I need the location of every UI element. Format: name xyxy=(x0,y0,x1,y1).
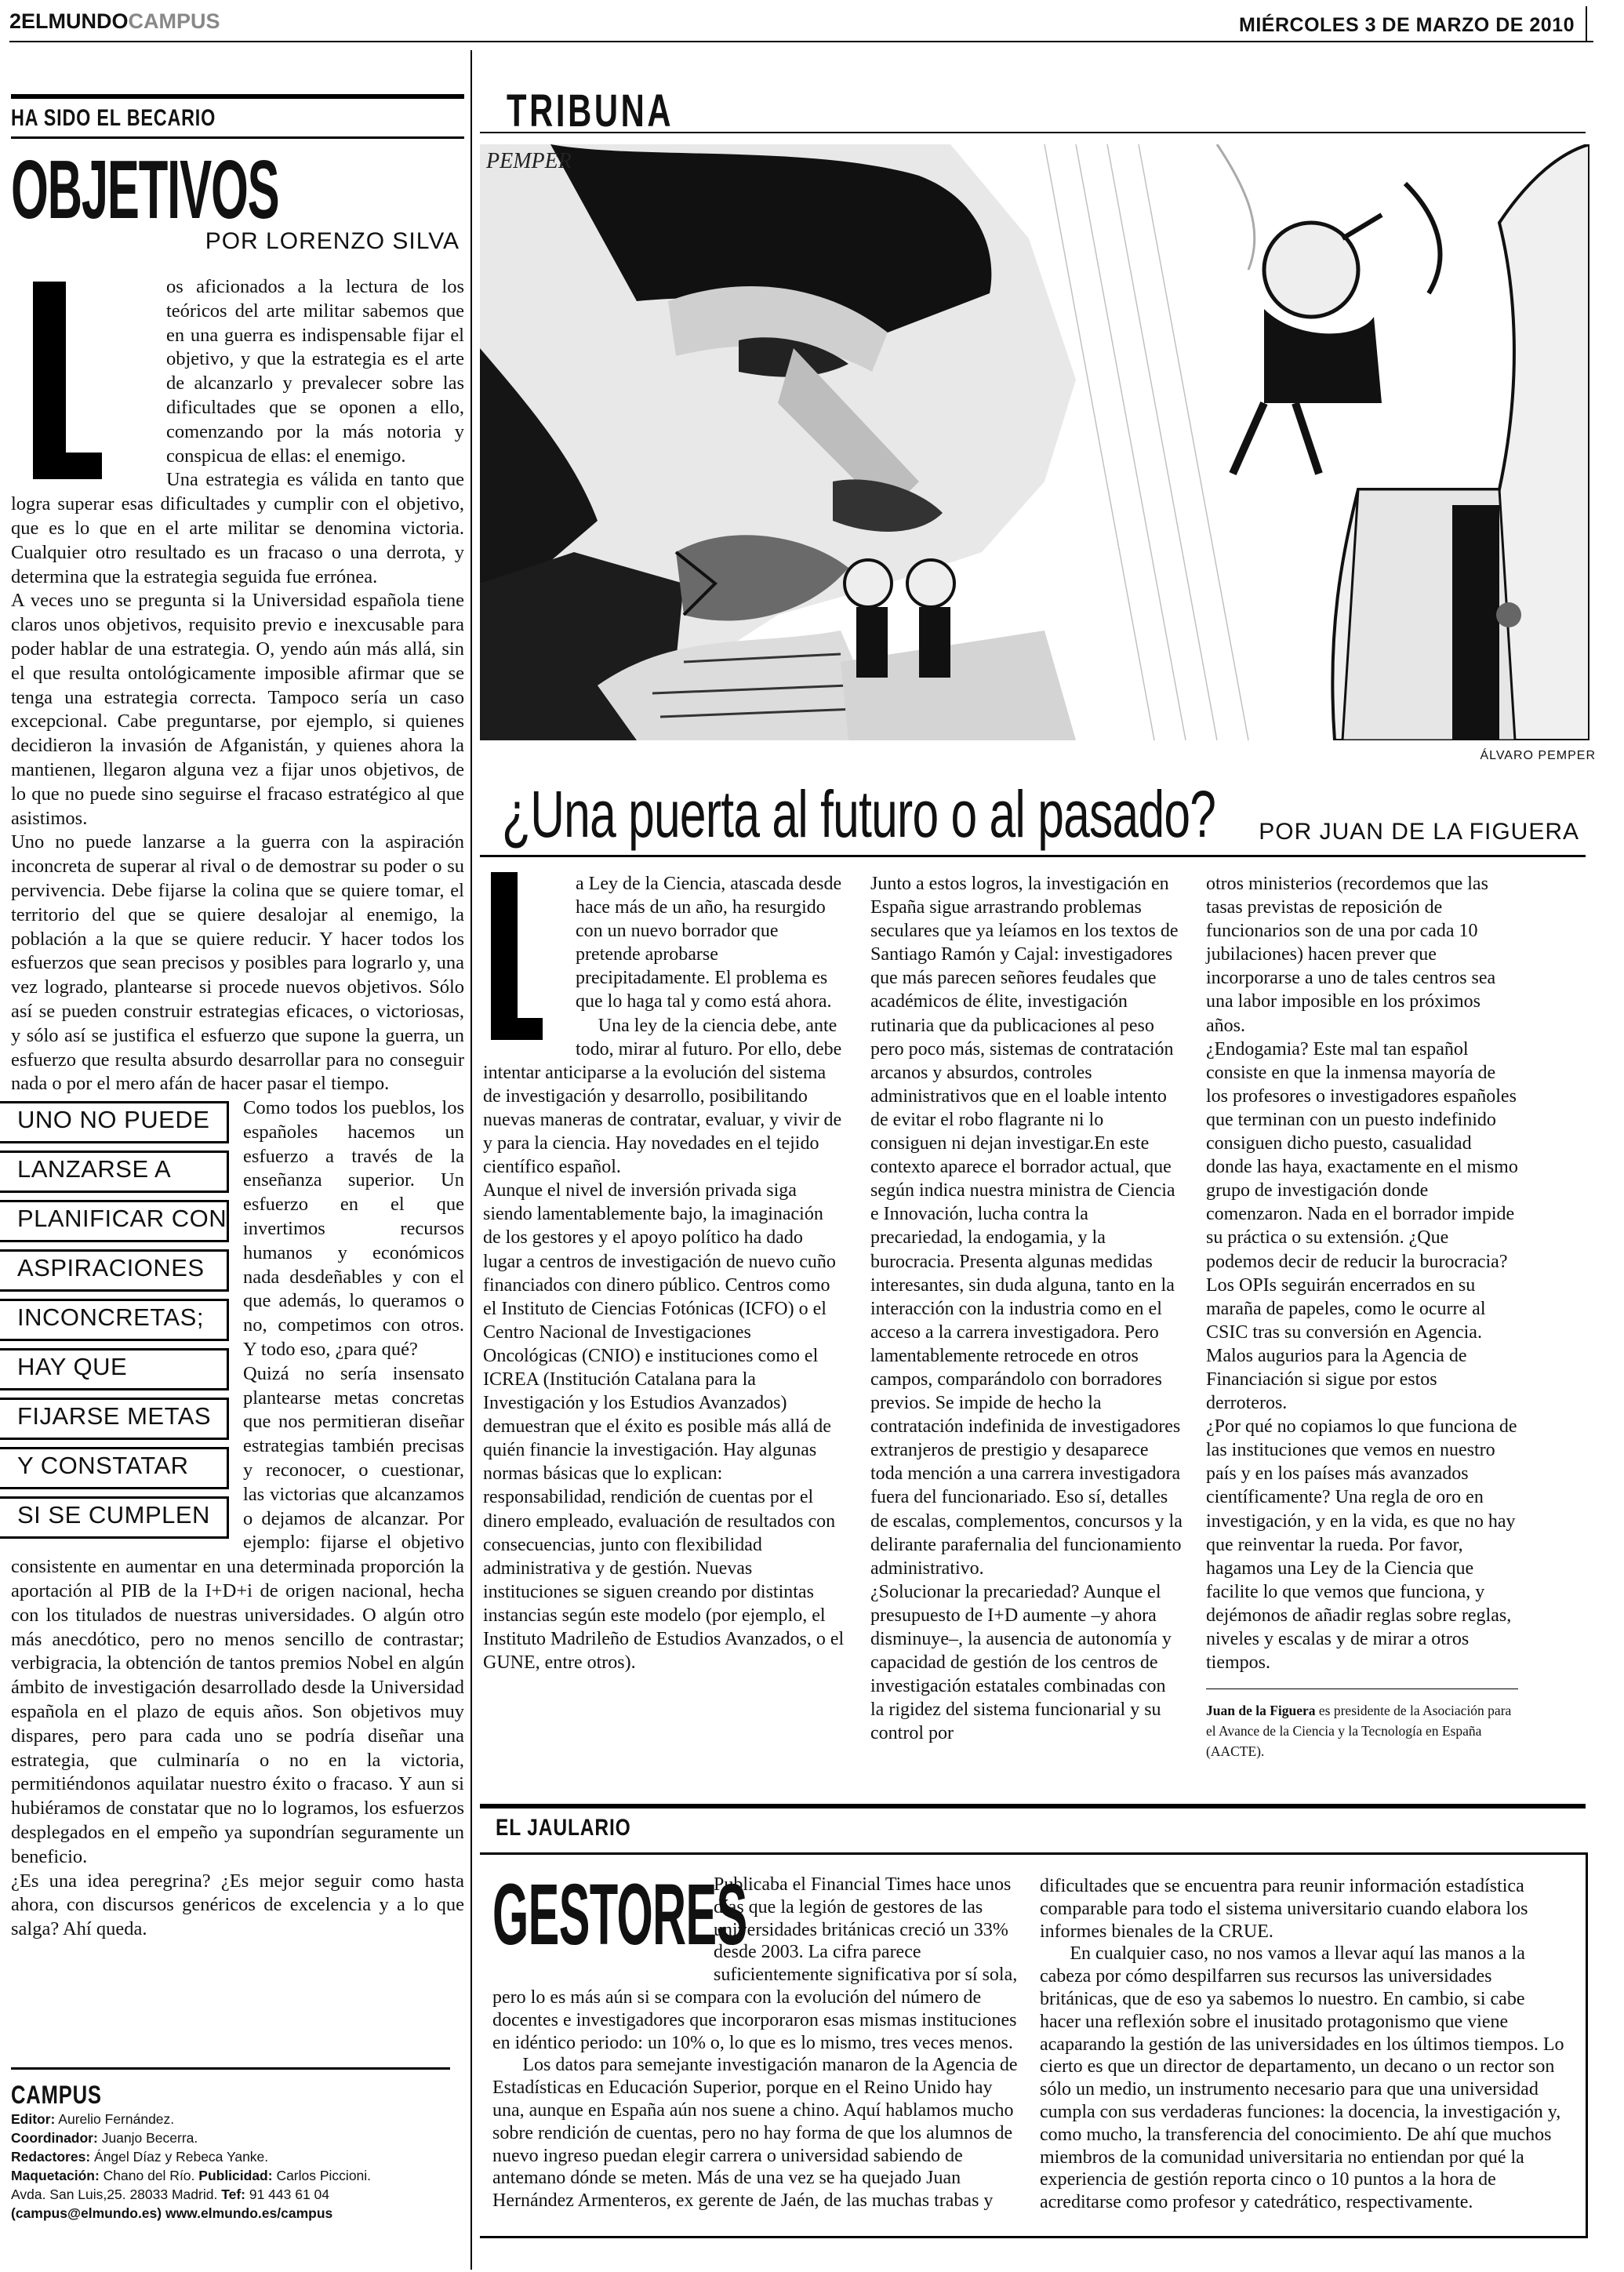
paragraph: Aunque el nivel de inversión privada siga siendo lamentablemente bajo, la imaginación de los gestores y el apoyo político ha dado lugar a centros de investigación de nuevo cuño financiados con dinero público. Centros como el Instituto de Ciencias Fotónicas (ICFO) o el Centro Nacional de Investigaciones Oncológicas (CNIO) e instituciones como el ICREA (Institución Catalana para la Investigación y los Estudios Avanzados) demuestran que el éxito es posible más allá de quién financie la investigación. Hay algunas normas básicas que lo explican: responsabilidad, rendición de cuentas por el dinero empleado, evaluación de resultados con consecuencias, junto con flexibilidad administrativa y de gestión. Nuevas instituciones se siguen creando por distintas instancias según este modelo (por ejemplo, el Instituto Madrileño de Estudios Avanzados, o el GUNE, entre otros). xyxy=(483,1180,845,1674)
pull-quote-line: LANZARSE A xyxy=(0,1151,229,1193)
paragraph: ¿Endogamia? Este mal tan español consiste en que la inmensa mayoría de los profesores o investigadores españoles que terminan con un puesto indefinido consiguen dicho puesto, casualidad donde las haya, exactamente en el mismo grupo de investigación donde comenzaron. Nada en el borrador impide su práctica o su extensión. ¿Que podemos decir de reducir la burocracia? Los OPIs seguirán encerrados en su maraña de papeles, como le ocurre al CSIC tras su conversión en Agencia. Malos augurios para la Agencia de Financiación si sigue por estos derroteros. xyxy=(1206,1038,1518,1414)
pull-quote xyxy=(0,1101,229,1546)
pull-quote-line: Y CONSTATAR xyxy=(0,1447,229,1489)
paper-name: ELMUNDO xyxy=(21,9,129,33)
paragraph: Junto a estos logros, la investigación en España sigue arrastrando problemas seculares que ya leíamos en los textos de Santiago Ramón y Cajal: investigadores que más parecen señores feudales que académicos de élite, investigación rutinaria que da publicaciones al peso pero poco más, sistemas de contratación arcanos y absurdos, controles administrativos que en el loable intento de evitar el robo flagrante ni lo consiguen ni dejan investigar.En este contexto aparece el borrador actual, que según indica nuestra ministra de Ciencia e Innovación, lucha contra la precariedad, la endogamia, y la burocracia. Presenta algunas medidas interesantes, sin duda alguna, tanto en la interacción con la industria como en el acceso a la carrera investigadora. Pero lamentablemente retrocede en otros campos, comparándolo con borradores previos. Se impide de hecho la contratación indefinida de investigadores extranjeros de prestigio y desaparece toda mención a una carrera investigadora fuera del funcionariado. Eso sí, detalles de escalas, complementos, concursos y la delirante parafernalia del funcionamiento administrativo. xyxy=(870,874,1183,1579)
section-kicker: HA SIDO EL BECARIO xyxy=(11,105,216,131)
paragraph: Una estrategia es válida en tanto que logra superar esas dificultades y cumplir con el objetivo, que es lo que en el arte militar se denomina victoria. Cualquier otro resultado es un fracaso o una derrota, y determina que la estrategia seguida fue errónea. xyxy=(11,469,464,587)
author-bio-text: es presidente de la Asociación para el Avance de la Ciencia y la Tecnología en España (AACTE). xyxy=(1206,1703,1512,1760)
drop-cap-L xyxy=(483,872,552,1040)
article-title: OBJETIVOS xyxy=(11,144,279,236)
page-number: 2 xyxy=(9,9,22,33)
illustration-credit: ÁLVARO PEMPER xyxy=(1480,749,1596,762)
author-name: Juan de la Figuera xyxy=(1206,1703,1316,1719)
caricature-illustration xyxy=(480,144,1589,740)
staff-line: Editor: Aurelio Fernández. xyxy=(11,2111,175,2127)
svg-text:PEMPER: PEMPER xyxy=(486,149,572,173)
column-divider xyxy=(470,50,472,2270)
paragraph: Una ley de la ciencia debe, ante todo, mirar al futuro. Por ello, debe intentar anticiparse a la evolución del sistema de investigación y desarrollo, posibilitando nuevas maneras de contratar, evaluar, y vivir de y para la ciencia. Hay novedades en el tejido científico español. xyxy=(483,1015,842,1178)
pull-quote-line: ASPIRACIONES xyxy=(0,1249,229,1292)
paragraph: Publicaba el Financial Times hace unos días que la legión de gestores de las universidades británicas creció un 33% desde 2003. La cifra parece suficientemente significativa por sí sola, pero lo es más aún si se compara con la evolución del número de docentes e investigadores que incorporaron esas mismas instituciones en idéntico periodo: un 10% o, lo que es lo mismo, tres veces menos. xyxy=(492,1874,1018,2053)
folio-divider xyxy=(1586,6,1587,41)
staff-line: Coordinador: Juanjo Becerra. xyxy=(11,2130,198,2146)
tribuna-column-1 xyxy=(483,872,845,1674)
jaulario-column-2 xyxy=(1040,1875,1570,2214)
staff-line: Maquetación: Chano del Río. Publicidad: Carlos Piccioni. xyxy=(11,2168,372,2183)
article-title-wrap xyxy=(11,144,464,236)
paragraph: A veces uno se pregunta si la Universidad española tiene claros unos objetivos, requisito previo e inexcusable para poder hablar de una estrategia. O, yendo aún más allá, sin el que resulta ontológicamente imposible afirmar que se tenga una estrategia correcta. Tampoco sería un caso excepcional. Cabe preguntarse, por ejemplo, si quienes decidieron la invasión de Afganistán, y quienes ahora la mantienen, llegaron alguna vez a fijar unos objetivos, de lo que no puede sino seguirse el fracaso estratégico al que asistimos. xyxy=(11,590,464,829)
paragraph: Como todos los pueblos, los españoles hacemos un esfuerzo a través de la enseñanza superior. Un esfuerzo en el que invertimos recursos humanos y económicos nada desdeñables y con el que además, lo queramos o no, competimos con otros. Y todo eso, ¿para qué? xyxy=(243,1097,464,1361)
section-name: CAMPUS xyxy=(128,9,220,33)
paragraph: otros ministerios (recordemos que las tasas previstas de reposición de funcionarios son de una por cada 10 jubilaciones) hacen prever que incorporarse a uno de tales centros sea una labor imposible en los próximos años. xyxy=(1206,874,1496,1036)
tribuna-column-2 xyxy=(870,872,1183,1745)
tribuna-title: TRIBUNA xyxy=(507,85,674,136)
tribuna-column-3 xyxy=(1206,872,1518,1761)
author-bio xyxy=(1206,1689,1518,1761)
paragraph: Los datos para semejante investigación manaron de la Agencia de Estadísticas en Educación Superior, porque en el Reino Unido hay una, aunque en España aún nos suene a chino. Aquí hablamos mucho sobre rendición de cuentas, pero no hay forma de que los alumnos de nuevo ingreso puedan elegir carrera o universidad sabiendo de antemano dónde se meten. Más de una vez se ha quejado Juan Hernández Armenteros, ex gerente de Jaén, de las muchas trabas y xyxy=(492,2055,1018,2212)
issue-date: MIÉRCOLES 3 DE MARZO DE 2010 xyxy=(1239,14,1575,36)
staff-line: Redactores: Ángel Díaz y Rebeca Yanke. xyxy=(11,2149,269,2165)
pull-quote-line: INCONCRETAS; xyxy=(0,1299,229,1341)
paragraph: os aficionados a la lectura de los teóricos del arte militar sabemos que en una guerra es indispensable fijar el objetivo, y que la estrategia es el arte de alcanzarlo y prevalecer sobre las dificultades que se oponen a ello, comenzando por la más notoria y conspicua de ellas: el enemigo. xyxy=(166,276,464,467)
tribuna-headline-bar xyxy=(480,777,1586,857)
article-byline: POR LORENZO SILVA xyxy=(205,228,460,254)
drop-cap-L xyxy=(33,282,119,479)
jaulario-column-1 xyxy=(492,1867,1026,2212)
staff-title: CAMPUS xyxy=(11,2081,102,2109)
kicker-bar xyxy=(11,94,464,139)
jaulario-kicker: EL JAULARIO xyxy=(496,1815,631,1841)
paragraph: Uno no puede lanzarse a la guerra con la aspiración inconcreta de superar al rival o de demostrar su poder o su pervivencia. Debe fijarse la colina que se quiere tomar, el territorio del que se quiere desalojar al enemigo, la población a la que se quiere reducir. Y hacer todos los esfuerzos que sean precisos y posibles para lograrlo y, una vez logrado, plantearse si procede nuevos objetivos. Sólo así se pueden construir estrategias eficaces, o victoriosas, y sólo así se justifica el esfuerzo que supone la guerra, un esfuerzo que resulta absurdo desarrollar para no conseguir nada o por el mero afán de hacer pasar el tiempo. xyxy=(11,831,464,1095)
paragraph: ¿Solucionar la precariedad? Aunque el presupuesto de I+D aumente –y ahora disminuye–, la ausencia de autonomía y capacidad de gestión de los centros de investigación estatales combinadas con la rigidez del sistema funcionarial y su control por xyxy=(870,1581,1172,1744)
pull-quote-line: UNO NO PUEDE xyxy=(0,1101,229,1143)
staff-box xyxy=(11,2067,450,2223)
pull-quote-line: HAY QUE xyxy=(0,1348,229,1390)
tribuna-illustration xyxy=(480,144,1589,740)
jaulario-box xyxy=(480,1852,1588,2238)
pull-quote-line: SI SE CUMPLEN xyxy=(0,1496,229,1539)
article-body xyxy=(11,275,464,1942)
paragraph: dificultades que se encuentra para reunir información estadística comparable para todo el sistema universitario cuando elabora los informes bienales de la CRUE. xyxy=(1040,1876,1528,1942)
jaulario-title: GESTORES xyxy=(492,1867,747,1963)
paragraph: a Ley de la Ciencia, atascada desde hace más de un año, ha resurgido con un nuevo borrador que pretende aprobarse precipitadamente. El problema es que lo haga tal y como está ahora. xyxy=(576,874,842,1012)
page-folio xyxy=(9,6,1593,42)
paragraph: ¿Es una idea peregrina? ¿Es mejor seguir como hasta ahora, con discursos genéricos de excelencia y a lo que salga? Ahí queda. xyxy=(11,1870,464,1940)
tribuna-byline: POR JUAN DE LA FIGUERA xyxy=(1259,819,1579,845)
pull-quote-line: PLANIFICAR CON xyxy=(0,1200,229,1242)
paragraph: Quizá no sería insensato plantearse metas concretas que nos permitieran diseñar estrategias también precisas y reconocer, o cuestionar, las victorias que alcanzamos o dejamos de alcanzar. Por ejemplo: fijarse el objetivo consistente en aumentar en una determinada proporción la aportación al PIB de la I+D+i de origen nacional, hecha con los titulados de nuestras universidades. O algún otro más anecdótico, pero no menos sencillo de contrastar; verbigracia, la obtención de tantos premios Nobel en algún ámbito de investigación desarrollado desde la Universidad española en el plazo de equis años. Son objetivos muy dispares, pero para cada uno se podría diseñar una estrategia, que culminaría o no en la victoria, permitiéndonos aquilatar nuestro éxito o fracaso. Y aun si hubiéramos de constatar que no lo logramos, los esfuerzos desplegados en el empeño ya supondrían seguramente un beneficio. xyxy=(11,1362,464,1867)
staff-line: Avda. San Luis,25. 28033 Madrid. Tef: 91 443 61 04 xyxy=(11,2187,330,2202)
paragraph: ¿Por qué no copiamos lo que funciona de las instituciones que vemos en nuestro país y en los países más avanzados científicamente? Una regla de oro en investigación, y en la vida, es que no hay que reinventar la rueda. Por favor, hagamos una Ley de la Ciencia que facilite lo que vemos que funciona, y dejémonos de añadir reglas sobre reglas, niveles y escalas y de mirar a otros tiempos. xyxy=(1206,1416,1517,1674)
paragraph: En cualquier caso, no nos vamos a llevar aquí las manos a la cabeza por cómo despilfarren sus recursos las universidades británicas, que de eso ya sabemos lo nuestro. En cambio, si cabe hacer una reflexión sobre el inusitado protagonismo que viene acaparando la gestión de las universidades en los últimos tiempos. Lo cierto es que un director de departamento, un decano o un rector son sólo un medio, un instrumento necesario para que una universidad cumpla con sus verdaderas funciones: la docencia, la investigación y, como mucho, la transferencia del conocimiento. De ahí que muchos miembros de la comunidad universitaria no entiendan por qué la experiencia de gestión reporta cinco o 10 puntos a la hora de acreditarse como profesor y catedrático, respectivamente. xyxy=(1040,1943,1564,2213)
pull-quote-line: FIJARSE METAS xyxy=(0,1398,229,1440)
jaulario-header xyxy=(480,1804,1586,1848)
tribuna-header xyxy=(480,85,1586,136)
folio-masthead xyxy=(9,9,220,34)
opinion-column xyxy=(11,94,464,1942)
staff-contact: (campus@elmundo.es) www.elmundo.es/campus xyxy=(11,2205,333,2221)
tribuna-headline: ¿Una puerta al futuro o al pasado? xyxy=(502,777,1216,851)
